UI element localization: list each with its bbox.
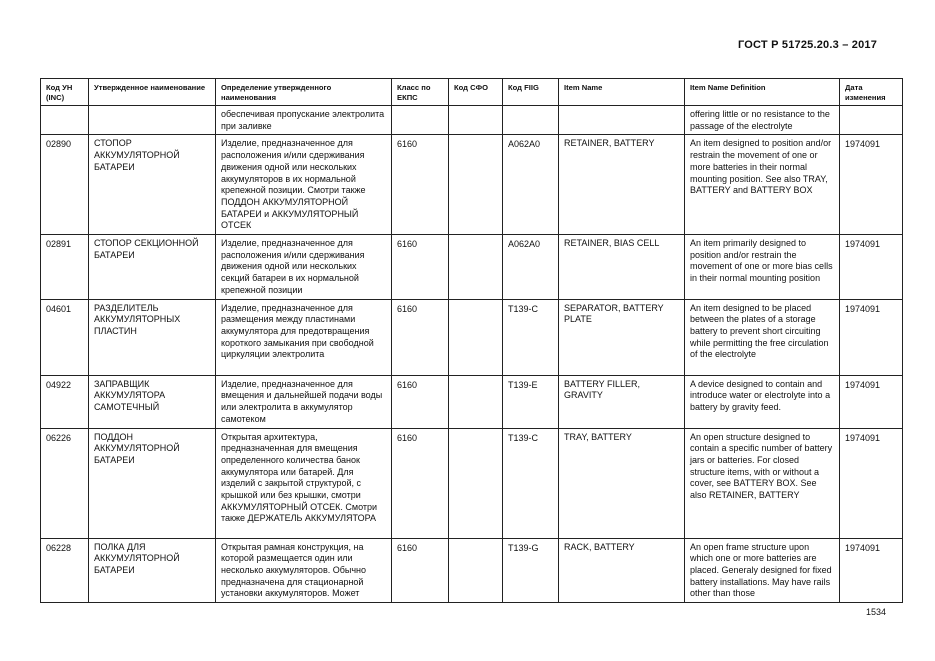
cell-fiig: T139-C: [503, 299, 559, 375]
column-header-inc: Код УН (INC): [41, 79, 89, 106]
cell-sfo: [449, 106, 503, 135]
nomenclature-table: [40, 78, 903, 603]
cell-definition: Изделие, предназначенное для размещения между пластинами аккумулятора для предотвращения короткого замыкания при свободной циркуляции электролита: [216, 299, 392, 375]
cell-date: 1974091: [840, 538, 903, 603]
cell-item-name: RETAINER, BIAS CELL: [559, 235, 685, 300]
cell-definition: Открытая архитектура, предназначенная для вмещения определенного количества банок аккумулятора или батарей. Для изделий с закрытой структурой, с крышкой или без крышки, смотри АККУМУЛЯТОРНЫЙ ОТСЕК. Смотри также ДЕРЖАТЕЛЬ АККУМУЛЯТОРА: [216, 428, 392, 538]
cell-definition: Изделие, предназначенное для вмещения и дальнейшей подачи воды или электролита в аккумулятор самотеком: [216, 375, 392, 428]
cell-sfo: [449, 538, 503, 603]
cell-class: [392, 106, 449, 135]
cell-approved-name: ЗАПРАВЩИК АККУМУЛЯТОРА САМОТЕЧНЫЙ: [89, 375, 216, 428]
column-header-class: Класс по ЕКПС: [392, 79, 449, 106]
table-row: [41, 235, 903, 300]
cell-approved-name: СТОПОР СЕКЦИОННОЙ БАТАРЕИ: [89, 235, 216, 300]
cell-item-name: TRAY, BATTERY: [559, 428, 685, 538]
cell-inc: 04601: [41, 299, 89, 375]
document-title: ГОСТ Р 51725.20.3 – 2017: [738, 39, 878, 51]
cell-definition: Открытая рамная конструкция, на которой размещается один или несколько аккумуляторов. Обычно предназначена для стационарной установки аккумуляторов. Может: [216, 538, 392, 603]
cell-date: [840, 106, 903, 135]
column-header-date: Дата изменения: [840, 79, 903, 106]
cell-approved-name: [89, 106, 216, 135]
cell-class: 6160: [392, 375, 449, 428]
cell-class: 6160: [392, 428, 449, 538]
cell-inc: 02891: [41, 235, 89, 300]
cell-sfo: [449, 135, 503, 235]
cell-item-definition: An open structure designed to contain a specific number of battery jars or batteries. For closed structure items, with or without a cover, see BATTERY BOX. See also RETAINER, BATTERY: [685, 428, 840, 538]
table-row: [41, 135, 903, 235]
cell-inc: 02890: [41, 135, 89, 235]
cell-item-name: SEPARATOR, BATTERY PLATE: [559, 299, 685, 375]
cell-item-definition: offering little or no resistance to the passage of the electrolyte: [685, 106, 840, 135]
cell-item-definition: An item designed to position and/or restrain the movement of one or more batteries in their normal mounting position. See also TRAY, BATTERY and BATTERY BOX: [685, 135, 840, 235]
cell-sfo: [449, 299, 503, 375]
cell-class: 6160: [392, 235, 449, 300]
cell-approved-name: ПОЛКА ДЛЯ АККУМУЛЯТОРНОЙ БАТАРЕИ: [89, 538, 216, 603]
cell-item-name: [559, 106, 685, 135]
cell-date: 1974091: [840, 299, 903, 375]
cell-fiig: [503, 106, 559, 135]
cell-item-definition: An item designed to be placed between the plates of a storage battery to prevent short circuiting while permitting the free circulation of the electrolyte: [685, 299, 840, 375]
cell-inc: [41, 106, 89, 135]
cell-item-name: BATTERY FILLER, GRAVITY: [559, 375, 685, 428]
cell-sfo: [449, 235, 503, 300]
cell-class: 6160: [392, 538, 449, 603]
cell-definition: Изделие, предназначенное для расположения и/или сдерживания движения одной или нескольких аккумуляторов в их нормальной крепежной позиции. Смотри также ПОДДОН АККУМУЛЯТОРНОЙ БАТАРЕИ и АККУМУЛЯТОРНЫЙ ОТСЕК: [216, 135, 392, 235]
cell-fiig: A062A0: [503, 135, 559, 235]
cell-date: 1974091: [840, 135, 903, 235]
cell-definition: обеспечивая пропускание электролита при заливке: [216, 106, 392, 135]
column-header-fiig: Код FIIG: [503, 79, 559, 106]
cell-class: 6160: [392, 135, 449, 235]
cell-fiig: T139-G: [503, 538, 559, 603]
cell-date: 1974091: [840, 375, 903, 428]
column-header-item-name: Item Name: [559, 79, 685, 106]
page-number: 1534: [866, 607, 887, 617]
cell-inc: 04922: [41, 375, 89, 428]
cell-inc: 06226: [41, 428, 89, 538]
cell-approved-name: РАЗДЕЛИТЕЛЬ АККУМУЛЯТОРНЫХ ПЛАСТИН: [89, 299, 216, 375]
column-header-sfo: Код СФО: [449, 79, 503, 106]
cell-fiig: A062A0: [503, 235, 559, 300]
cell-date: 1974091: [840, 428, 903, 538]
table-row: [41, 538, 903, 603]
table-row: [41, 299, 903, 375]
cell-item-name: RACK, BATTERY: [559, 538, 685, 603]
column-header-approved-name: Утвержденное наименование: [89, 79, 216, 106]
cell-sfo: [449, 428, 503, 538]
cell-sfo: [449, 375, 503, 428]
column-header-definition: Определение утвержденного наименования: [216, 79, 392, 106]
cell-class: 6160: [392, 299, 449, 375]
cell-date: 1974091: [840, 235, 903, 300]
cell-item-definition: A device designed to contain and introduce water or electrolyte into a battery by gravity feed.: [685, 375, 840, 428]
cell-inc: 06228: [41, 538, 89, 603]
cell-item-definition: An item primarily designed to position and/or restrain the movement of one or more bias cells in their normal mounting position: [685, 235, 840, 300]
cell-item-name: RETAINER, BATTERY: [559, 135, 685, 235]
cell-definition: Изделие, предназначенное для расположения и/или сдерживания движения одной или нескольких секций батареи в их нормальной крепежной позиции: [216, 235, 392, 300]
table-header-row: [41, 79, 903, 106]
column-header-item-definition: Item Name Definition: [685, 79, 840, 106]
cell-fiig: T139-C: [503, 428, 559, 538]
table-row: [41, 375, 903, 428]
table-row: [41, 428, 903, 538]
cell-approved-name: ПОДДОН АККУМУЛЯТОРНОЙ БАТАРЕИ: [89, 428, 216, 538]
cell-fiig: T139-E: [503, 375, 559, 428]
table-row: [41, 106, 903, 135]
cell-item-definition: An open frame structure upon which one or more batteries are placed. Generaly designed for fixed battery installations. May have rails other than those: [685, 538, 840, 603]
cell-approved-name: СТОПОР АККУМУЛЯТОРНОЙ БАТАРЕИ: [89, 135, 216, 235]
